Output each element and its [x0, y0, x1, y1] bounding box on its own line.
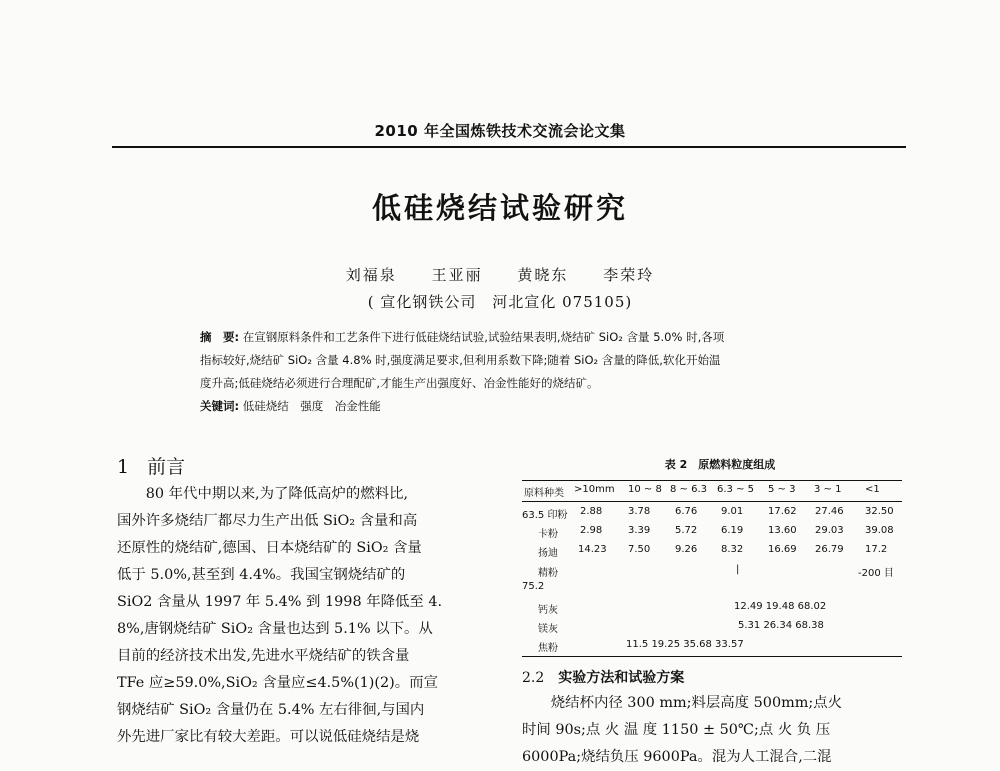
abstract-label: 摘 要: — [200, 330, 240, 344]
running-head: 2010 年全国炼铁技术交流会论文集 — [374, 122, 626, 140]
table-rule — [522, 656, 902, 657]
body-line: 目前的经济技术出发,先进水平烧结矿的铁含量 — [117, 648, 410, 664]
table-cell: 2.88 — [580, 506, 603, 517]
table-row-label: 镁灰 — [538, 624, 558, 635]
paper-title: 低硅烧结试验研究 — [371, 191, 628, 225]
author: 李荣玲 — [603, 266, 655, 284]
table-cell: 5.72 — [675, 525, 698, 536]
table-row-label: 焦粉 — [538, 643, 558, 654]
table-cell: 17.62 — [768, 506, 797, 517]
keywords-line — [200, 395, 840, 418]
table-cell: 32.50 — [865, 506, 894, 517]
table-cell: 5.31 26.34 68.38 — [738, 620, 824, 631]
table-cell: 29.03 — [815, 525, 844, 536]
author: 王亚丽 — [431, 266, 483, 284]
table-header: >10mm — [574, 484, 615, 495]
section-heading — [117, 452, 203, 479]
table-header: 5 ~ 3 — [768, 484, 796, 495]
body-line: 80 年代中期以来,为了降低高炉的燃料比, — [117, 486, 409, 502]
section-heading — [522, 667, 684, 687]
section-number: 2.2 — [522, 670, 545, 686]
header-rule — [112, 146, 906, 148]
table-cell: 2.98 — [580, 525, 603, 536]
table-cell: 14.23 — [578, 544, 607, 555]
keywords: 低硅烧结 强度 冶金性能 — [242, 399, 381, 413]
table-header: 原料种类 — [524, 488, 564, 499]
author: 刘福泉 — [345, 266, 397, 284]
table-header: 3 ~ 1 — [814, 484, 842, 495]
table-row-label: 扬迪 — [538, 548, 558, 559]
section-number: 1 — [117, 456, 130, 478]
table-row-label: 精粉 — [538, 568, 558, 579]
body-line: 时间 90s;点 火 温 度 1150 ± 50℃;点 火 负 压 — [522, 722, 831, 738]
table-cell: 7.50 — [628, 544, 651, 555]
table-cell: | — [736, 564, 740, 575]
table-cell: 17.2 — [865, 544, 888, 555]
body-line: 6000Pa;烧结负压 9600Pa。混为人工混合,二混 — [522, 749, 832, 765]
table-cell: 8.32 — [721, 544, 744, 555]
body-line: SiO2 含量从 1997 年 5.4% 到 1998 年降低至 4. — [117, 594, 443, 610]
table-cell: 6.76 — [675, 506, 698, 517]
body-line: 8%,唐钢烧结矿 SiO₂ 含量也达到 5.1% 以下。从 — [117, 621, 433, 637]
table-cell: 3.78 — [628, 506, 651, 517]
section-title: 实验方法和试验方案 — [558, 670, 685, 686]
table-cell: 3.39 — [628, 525, 651, 536]
table-row-label: 卡粉 — [538, 529, 558, 540]
keywords-label: 关键词: — [200, 399, 240, 413]
table-header: 6.3 ~ 5 — [717, 484, 755, 495]
table-cell: 6.19 — [721, 525, 744, 536]
abstract-line: 摘 要: 在宣钢原料条件和工艺条件下进行低硅烧结试验,试验结果表明,烧结矿 SiO₂ 含量 5.0% 时,各项 — [200, 330, 725, 344]
table-cell: 27.46 — [815, 506, 844, 517]
table-cell: 39.08 — [865, 525, 894, 536]
author: 黄晓东 — [517, 266, 569, 284]
table-cell: -200 目 — [858, 568, 894, 579]
table-header: <1 — [865, 484, 880, 495]
affiliation: ( 宣化钢铁公司 河北宣化 075105) — [367, 293, 633, 311]
table-cell: 11.5 19.25 35.68 33.57 — [626, 639, 744, 650]
body-line: 低于 5.0%,甚至到 4.4%。我国宝钢烧结矿的 — [117, 567, 406, 583]
body-line: 钢烧结矿 SiO₂ 含量仍在 5.4% 左右徘徊,与国内 — [117, 702, 425, 718]
body-line: 外先进厂家比有较大差距。可以说低硅烧结是烧 — [117, 729, 420, 745]
body-line: 烧结杯内径 300 mm;料层高度 500mm;点火 — [522, 695, 843, 711]
table-cell: 13.60 — [768, 525, 797, 536]
table-caption: 表 2 原燃料粒度组成 — [664, 458, 776, 471]
table-cell: 12.49 19.48 68.02 — [734, 601, 827, 612]
table-cell: 26.79 — [815, 544, 844, 555]
table-header: 8 ~ 6.3 — [670, 484, 708, 495]
table-row-label: 63.5 印粉 — [522, 510, 568, 521]
table-row-label: 钙灰 — [538, 605, 558, 616]
author-list — [0, 264, 1000, 285]
body-line: 还原性的烧结矿,德国、日本烧结矿的 SiO₂ 含量 — [117, 540, 422, 556]
body-line: 国外许多烧结厂都尽力生产出低 SiO₂ 含量和高 — [117, 513, 418, 529]
table-cell: 16.69 — [768, 544, 797, 555]
section-title: 前言 — [147, 456, 186, 478]
table-cell: 9.26 — [675, 544, 698, 555]
table-rule — [522, 501, 902, 502]
abstract-line: 指标较好,烧结矿 SiO₂ 含量 4.8% 时,强度满足要求,但利用系数下降;随着 SiO₂ 含量的降低,软化开始温 — [200, 353, 721, 367]
abstract-line: 度升高;低硅烧结必须进行合理配矿,才能生产出强度好、冶金性能好的烧结矿。 — [200, 376, 599, 390]
table-cell: 75.2 — [522, 581, 545, 592]
table-header: 10 ~ 8 — [628, 484, 662, 495]
table-rule — [522, 480, 902, 481]
body-line: TFe 应≥59.0%,SiO₂ 含量应≤4.5%(1)(2)。而宣 — [117, 675, 438, 691]
table-cell: 9.01 — [721, 506, 744, 517]
